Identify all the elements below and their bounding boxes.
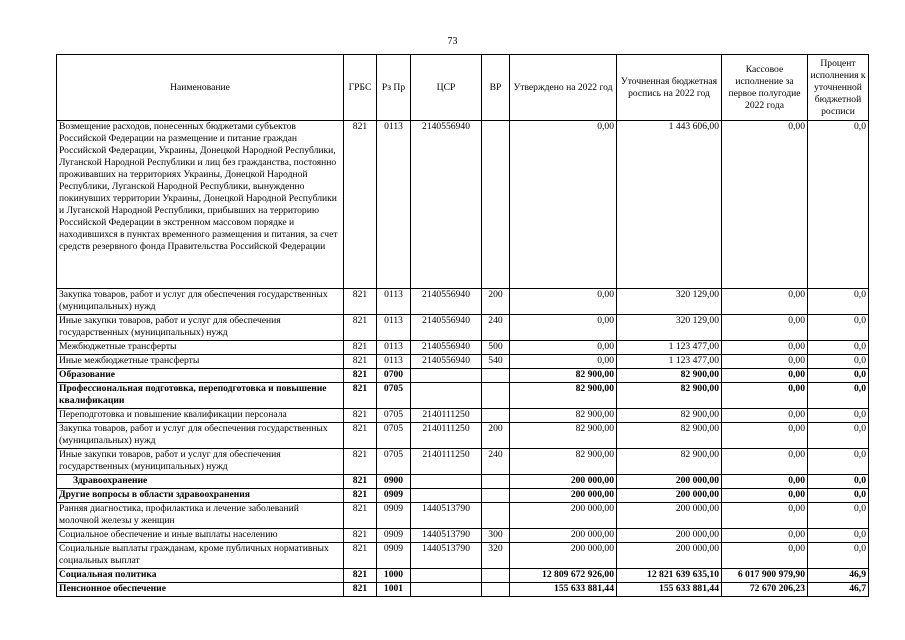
cell-vr bbox=[482, 475, 510, 489]
cell-name: Социальная политика bbox=[57, 569, 344, 583]
cell-grbs: 821 bbox=[344, 569, 377, 583]
col-vr-header: ВР bbox=[482, 55, 510, 121]
cell-percent: 0,0 bbox=[808, 529, 869, 543]
cell-approved: 200 000,00 bbox=[510, 543, 617, 569]
table-row bbox=[57, 583, 869, 597]
cell-csr: 1440513790 bbox=[411, 503, 482, 529]
cell-approved: 82 900,00 bbox=[510, 383, 617, 409]
col-cash-header: Кассовое исполнение за первое полугодие 2022 года bbox=[722, 55, 808, 121]
cell-percent: 46,9 bbox=[808, 569, 869, 583]
cell-percent: 0,0 bbox=[808, 449, 869, 475]
cell-name: Закупка товаров, работ и услуг для обеспечения государственных (муниципальных) нужд bbox=[57, 423, 344, 449]
cell-rzpr: 0705 bbox=[377, 409, 411, 423]
cell-grbs: 821 bbox=[344, 449, 377, 475]
cell-vr: 500 bbox=[482, 341, 510, 355]
cell-csr bbox=[411, 383, 482, 409]
cell-approved: 200 000,00 bbox=[510, 475, 617, 489]
cell-approved: 200 000,00 bbox=[510, 489, 617, 503]
table-header-row bbox=[57, 55, 869, 121]
cell-refined: 155 633 881,44 bbox=[617, 583, 722, 597]
cell-percent: 46,7 bbox=[808, 583, 869, 597]
col-name-header: Наименование bbox=[57, 55, 344, 121]
cell-vr: 300 bbox=[482, 529, 510, 543]
cell-cash: 6 017 900 979,90 bbox=[722, 569, 808, 583]
cell-cash: 0,00 bbox=[722, 449, 808, 475]
cell-name: Межбюджетные трансферты bbox=[57, 341, 344, 355]
cell-percent: 0,0 bbox=[808, 543, 869, 569]
cell-vr bbox=[482, 503, 510, 529]
cell-rzpr: 0705 bbox=[377, 383, 411, 409]
cell-rzpr: 0113 bbox=[377, 121, 411, 289]
cell-rzpr: 0909 bbox=[377, 503, 411, 529]
cell-grbs: 821 bbox=[344, 369, 377, 383]
cell-rzpr: 0113 bbox=[377, 289, 411, 315]
cell-cash: 0,00 bbox=[722, 543, 808, 569]
cell-refined: 1 123 477,00 bbox=[617, 341, 722, 355]
table-row bbox=[57, 423, 869, 449]
cell-percent: 0,0 bbox=[808, 315, 869, 341]
cell-csr: 2140111250 bbox=[411, 449, 482, 475]
table-row bbox=[57, 409, 869, 423]
cell-name: Закупка товаров, работ и услуг для обеспечения государственных (муниципальных) нужд bbox=[57, 289, 344, 315]
cell-refined: 200 000,00 bbox=[617, 543, 722, 569]
cell-percent: 0,0 bbox=[808, 475, 869, 489]
cell-refined: 82 900,00 bbox=[617, 423, 722, 449]
cell-rzpr: 0113 bbox=[377, 341, 411, 355]
cell-csr: 2140111250 bbox=[411, 409, 482, 423]
cell-grbs: 821 bbox=[344, 383, 377, 409]
cell-rzpr: 0909 bbox=[377, 543, 411, 569]
cell-percent: 0,0 bbox=[808, 423, 869, 449]
cell-percent: 0,0 bbox=[808, 289, 869, 315]
cell-grbs: 821 bbox=[344, 355, 377, 369]
cell-name: Пенсионное обеспечение bbox=[57, 583, 344, 597]
cell-csr bbox=[411, 583, 482, 597]
table-row bbox=[57, 121, 869, 289]
cell-cash: 0,00 bbox=[722, 289, 808, 315]
cell-name: Возмещение расходов, понесенных бюджетами субъектов Российской Федерации на размещение и питание граждан Российской Федерации, Украины, Донецкой Народной Республики, Луганской Народной Республики и лиц без гражданства, постоянно проживавших на территориях Украины, Донецкой Народной Республики, Луганской Народной Республики, вынужденно покинувших территории Украины, Донецкой Народной Республики и Луганской Народной Республики, прибывших на территорию Российской Федерации в экстренном массовом порядке и находившихся в пунктах временного размещения и питания, за счет средств резервного фонда Правительства Российской Федерации bbox=[57, 121, 344, 289]
table-row bbox=[57, 383, 869, 409]
cell-rzpr: 0705 bbox=[377, 449, 411, 475]
cell-percent: 0,0 bbox=[808, 489, 869, 503]
cell-rzpr: 0113 bbox=[377, 315, 411, 341]
table-row bbox=[57, 289, 869, 315]
cell-name: Иные закупки товаров, работ и услуг для обеспечения государственных (муниципальных) нужд bbox=[57, 315, 344, 341]
cell-refined: 200 000,00 bbox=[617, 489, 722, 503]
cell-percent: 0,0 bbox=[808, 503, 869, 529]
cell-approved: 0,00 bbox=[510, 315, 617, 341]
table-row bbox=[57, 449, 869, 475]
cell-grbs: 821 bbox=[344, 529, 377, 543]
table-row bbox=[57, 543, 869, 569]
cell-approved: 82 900,00 bbox=[510, 369, 617, 383]
cell-grbs: 821 bbox=[344, 503, 377, 529]
cell-rzpr: 0113 bbox=[377, 355, 411, 369]
cell-vr: 200 bbox=[482, 423, 510, 449]
cell-percent: 0,0 bbox=[808, 369, 869, 383]
cell-refined: 200 000,00 bbox=[617, 503, 722, 529]
cell-rzpr: 0700 bbox=[377, 369, 411, 383]
cell-vr: 200 bbox=[482, 289, 510, 315]
cell-csr: 2140556940 bbox=[411, 315, 482, 341]
cell-grbs: 821 bbox=[344, 543, 377, 569]
cell-vr bbox=[482, 489, 510, 503]
cell-name: Другие вопросы в области здравоохранения bbox=[57, 489, 344, 503]
cell-refined: 320 129,00 bbox=[617, 315, 722, 341]
col-csr-header: ЦСР bbox=[411, 55, 482, 121]
cell-cash: 0,00 bbox=[722, 369, 808, 383]
cell-vr bbox=[482, 569, 510, 583]
cell-grbs: 821 bbox=[344, 341, 377, 355]
cell-name: Переподготовка и повышение квалификации персонала bbox=[57, 409, 344, 423]
cell-approved: 82 900,00 bbox=[510, 449, 617, 475]
cell-csr: 2140556940 bbox=[411, 341, 482, 355]
cell-grbs: 821 bbox=[344, 475, 377, 489]
cell-rzpr: 0900 bbox=[377, 475, 411, 489]
table-row bbox=[57, 569, 869, 583]
cell-refined: 200 000,00 bbox=[617, 529, 722, 543]
cell-refined: 200 000,00 bbox=[617, 475, 722, 489]
cell-csr: 2140556940 bbox=[411, 121, 482, 289]
cell-approved: 0,00 bbox=[510, 341, 617, 355]
cell-vr bbox=[482, 409, 510, 423]
cell-name: Здравоохранение bbox=[57, 475, 344, 489]
cell-grbs: 821 bbox=[344, 423, 377, 449]
cell-refined: 82 900,00 bbox=[617, 449, 722, 475]
cell-name: Социальные выплаты гражданам, кроме публичных нормативных социальных выплат bbox=[57, 543, 344, 569]
cell-cash: 0,00 bbox=[722, 503, 808, 529]
cell-approved: 82 900,00 bbox=[510, 409, 617, 423]
cell-cash: 0,00 bbox=[722, 341, 808, 355]
cell-approved: 0,00 bbox=[510, 355, 617, 369]
cell-name: Иные межбюджетные трансферты bbox=[57, 355, 344, 369]
cell-percent: 0,0 bbox=[808, 121, 869, 289]
cell-csr: 2140111250 bbox=[411, 423, 482, 449]
cell-percent: 0,0 bbox=[808, 355, 869, 369]
cell-vr: 240 bbox=[482, 449, 510, 475]
cell-approved: 200 000,00 bbox=[510, 529, 617, 543]
cell-rzpr: 0909 bbox=[377, 489, 411, 503]
col-approved-header: Утверждено на 2022 год bbox=[510, 55, 617, 121]
cell-rzpr: 1001 bbox=[377, 583, 411, 597]
cell-csr: 2140556940 bbox=[411, 355, 482, 369]
cell-cash: 0,00 bbox=[722, 475, 808, 489]
cell-refined: 82 900,00 bbox=[617, 369, 722, 383]
cell-rzpr: 1000 bbox=[377, 569, 411, 583]
cell-cash: 0,00 bbox=[722, 423, 808, 449]
table-row bbox=[57, 529, 869, 543]
cell-name: Социальное обеспечение и иные выплаты населению bbox=[57, 529, 344, 543]
cell-csr bbox=[411, 569, 482, 583]
col-rzpr-header: Рз Пр bbox=[377, 55, 411, 121]
cell-cash: 0,00 bbox=[722, 315, 808, 341]
cell-percent: 0,0 bbox=[808, 409, 869, 423]
cell-grbs: 821 bbox=[344, 121, 377, 289]
table-row bbox=[57, 503, 869, 529]
table-body bbox=[57, 121, 869, 597]
cell-refined: 320 129,00 bbox=[617, 289, 722, 315]
table-row bbox=[57, 355, 869, 369]
cell-vr: 240 bbox=[482, 315, 510, 341]
table-row bbox=[57, 489, 869, 503]
cell-csr: 2140556940 bbox=[411, 289, 482, 315]
col-grbs-header: ГРБС bbox=[344, 55, 377, 121]
cell-vr bbox=[482, 383, 510, 409]
cell-cash: 0,00 bbox=[722, 383, 808, 409]
cell-csr bbox=[411, 475, 482, 489]
cell-rzpr: 0909 bbox=[377, 529, 411, 543]
cell-cash: 0,00 bbox=[722, 529, 808, 543]
cell-refined: 82 900,00 bbox=[617, 383, 722, 409]
cell-cash: 0,00 bbox=[722, 355, 808, 369]
cell-cash: 0,00 bbox=[722, 409, 808, 423]
cell-refined: 1 443 606,00 bbox=[617, 121, 722, 289]
cell-name: Профессиональная подготовка, переподготовка и повышение квалификации bbox=[57, 383, 344, 409]
cell-cash: 0,00 bbox=[722, 121, 808, 289]
cell-cash: 72 670 206,23 bbox=[722, 583, 808, 597]
cell-cash: 0,00 bbox=[722, 489, 808, 503]
cell-percent: 0,0 bbox=[808, 341, 869, 355]
cell-percent: 0,0 bbox=[808, 383, 869, 409]
col-percent-header: Процент исполнения к уточненной бюджетной росписи bbox=[808, 55, 869, 121]
cell-refined: 12 821 639 635,10 bbox=[617, 569, 722, 583]
cell-grbs: 821 bbox=[344, 289, 377, 315]
cell-name: Ранняя диагностика, профилактика и лечение заболеваний молочной железы у женщин bbox=[57, 503, 344, 529]
page-number: 73 bbox=[447, 36, 458, 47]
cell-csr: 1440513790 bbox=[411, 543, 482, 569]
cell-approved: 82 900,00 bbox=[510, 423, 617, 449]
cell-vr bbox=[482, 121, 510, 289]
budget-table bbox=[56, 54, 869, 597]
cell-vr bbox=[482, 369, 510, 383]
cell-csr bbox=[411, 369, 482, 383]
cell-approved: 0,00 bbox=[510, 289, 617, 315]
cell-vr: 540 bbox=[482, 355, 510, 369]
cell-approved: 12 809 672 926,00 bbox=[510, 569, 617, 583]
cell-grbs: 821 bbox=[344, 409, 377, 423]
cell-name: Иные закупки товаров, работ и услуг для обеспечения государственных (муниципальных) нужд bbox=[57, 449, 344, 475]
cell-approved: 200 000,00 bbox=[510, 503, 617, 529]
table-row bbox=[57, 341, 869, 355]
cell-name: Образование bbox=[57, 369, 344, 383]
cell-rzpr: 0705 bbox=[377, 423, 411, 449]
table-row bbox=[57, 369, 869, 383]
cell-approved: 0,00 bbox=[510, 121, 617, 289]
table-row bbox=[57, 475, 869, 489]
col-refined-header: Уточненная бюджетная роспись на 2022 год bbox=[617, 55, 722, 121]
cell-grbs: 821 bbox=[344, 583, 377, 597]
cell-refined: 82 900,00 bbox=[617, 409, 722, 423]
cell-approved: 155 633 881,44 bbox=[510, 583, 617, 597]
table-row bbox=[57, 315, 869, 341]
cell-vr bbox=[482, 583, 510, 597]
cell-vr: 320 bbox=[482, 543, 510, 569]
cell-csr: 1440513790 bbox=[411, 529, 482, 543]
cell-csr bbox=[411, 489, 482, 503]
cell-grbs: 821 bbox=[344, 489, 377, 503]
cell-refined: 1 123 477,00 bbox=[617, 355, 722, 369]
cell-grbs: 821 bbox=[344, 315, 377, 341]
